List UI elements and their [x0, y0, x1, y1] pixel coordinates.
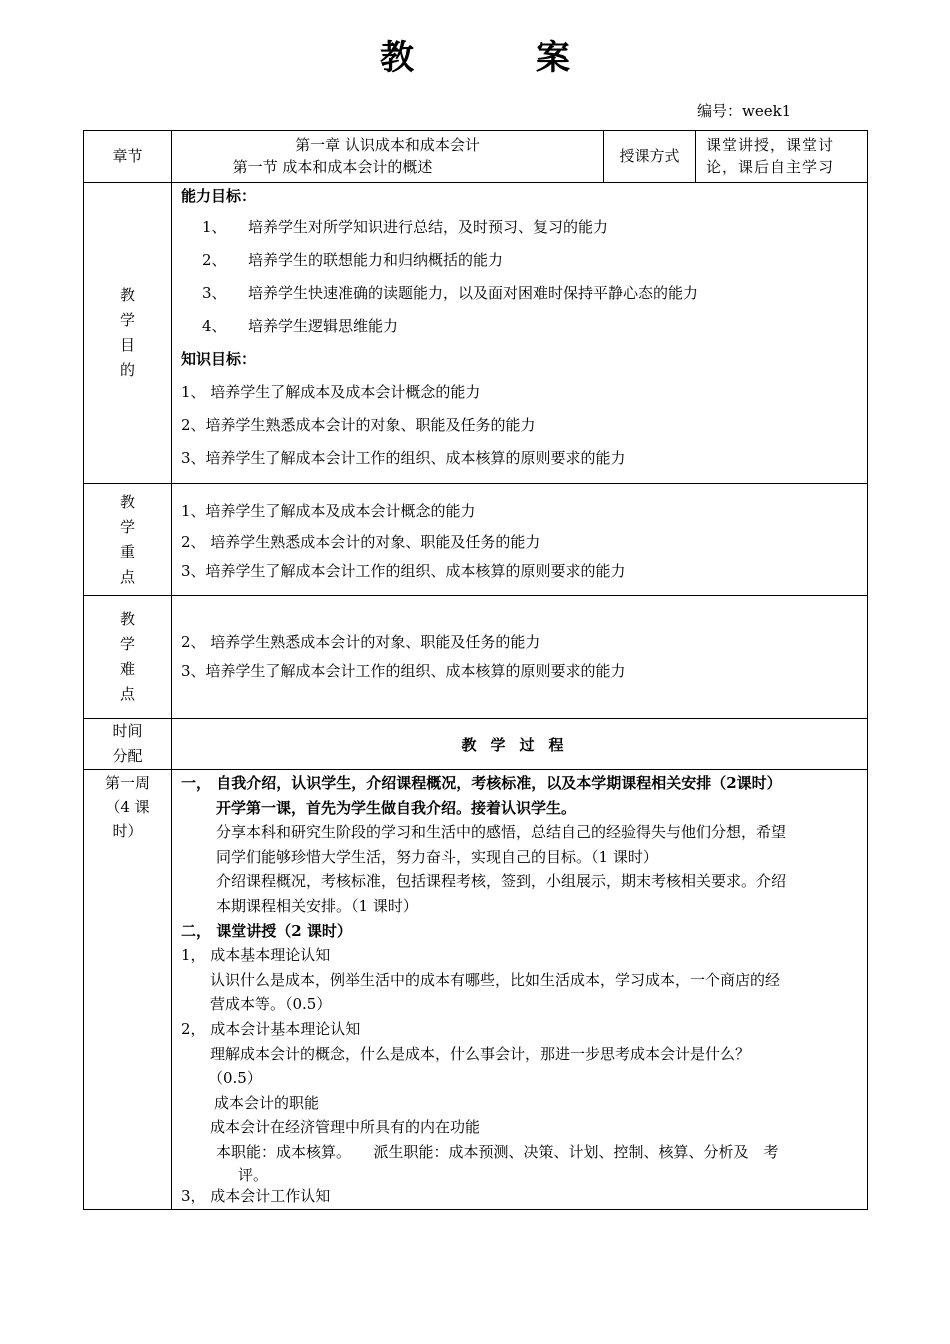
process-line: 同学们能够珍惜大学生活，努力奋斗，实现自己的目标。（1 课时）	[216, 847, 658, 866]
difficulties-content	[172, 596, 868, 719]
process-line: 1， 成本基本理论认知	[181, 946, 331, 965]
label-char: 学	[119, 517, 135, 536]
process-line: 评。	[238, 1165, 269, 1184]
key-point-item: 2、 培养学生熟悉成本会计的对象、职能及任务的能力	[181, 533, 541, 551]
process-line: 3， 成本会计工作认知	[181, 1186, 331, 1205]
difficulties-label	[84, 596, 172, 719]
item-text: 培养学生对所学知识进行总结，及时预习、复习的能力	[248, 218, 609, 236]
document-number: 编号：week1	[697, 102, 792, 120]
item-number: 3、	[202, 284, 227, 302]
ability-item	[172, 244, 867, 277]
process-line: 成本会计在经济管理中所具有的内在功能	[210, 1118, 481, 1137]
item-text: 培养学生逻辑思维能力	[248, 317, 399, 335]
label-char: 教	[119, 492, 135, 511]
process-line: 理解成本会计的概念，什么是成本，什么事会计，那进一步思考成本会计是什么？	[210, 1044, 751, 1063]
ability-item	[172, 211, 867, 244]
objectives-label	[84, 183, 172, 484]
section-heading: 一， 自我介绍，认识学生，介绍课程概况，考核标准，以及本学期课程相关安排（2课时）	[181, 774, 782, 792]
key-point-item: 1、培养学生了解成本及成本会计概念的能力	[181, 502, 476, 520]
label-char: 点	[119, 567, 135, 586]
chapter-title: 第一章 认识成本和成本会计	[295, 136, 480, 154]
knowledge-item: 3、培养学生了解成本会计工作的组织、成本核算的原则要求的能力	[181, 449, 626, 467]
label-char: 重	[119, 542, 135, 561]
time-label-line: 时间	[112, 722, 143, 740]
process-line: 本职能：成本核算。 派生职能：成本预测、决策、计划、控制、核算、分析及 考	[216, 1142, 779, 1161]
objectives-content	[172, 183, 868, 484]
process-line: 成本会计的职能	[214, 1093, 320, 1112]
process-line: 分享本科和研究生阶段的学习和生活中的感悟，总结自己的经验得失与他们分想，希望	[216, 823, 787, 842]
process-line: 本期课程相关安排。（1 课时）	[216, 896, 418, 915]
time-label-line: 分配	[112, 747, 143, 765]
week-label-line: 时）	[112, 822, 143, 840]
item-text: 培养学生快速准确的读题能力，以及面对困难时保持平静心态的能力	[248, 284, 699, 302]
method-line-2: 论，课后自主学习	[706, 158, 835, 176]
section-title: 第一节 成本和成本会计的概述	[232, 158, 433, 176]
knowledge-title: 知识目标：	[181, 350, 257, 368]
method-cell	[696, 131, 868, 183]
lesson-plan-table	[83, 130, 868, 1210]
key-points-label	[84, 484, 172, 596]
label-char: 点	[119, 685, 135, 703]
item-number: 2、	[202, 251, 227, 269]
item-number: 1、	[202, 218, 227, 236]
label-char: 学	[119, 635, 135, 653]
objectives-row	[84, 183, 868, 484]
label-char: 教	[119, 610, 135, 628]
ability-item	[172, 277, 867, 310]
method-label: 授课方式	[604, 131, 696, 183]
process-line: 介绍课程概况，考核标准，包括课程考核，签到，小组展示，期末考核相关要求。介绍	[216, 872, 787, 891]
process-line: 营成本等。（0.5）	[210, 995, 332, 1014]
knowledge-item: 2、培养学生熟悉成本会计的对象、职能及任务的能力	[181, 416, 536, 434]
method-line-1: 课堂讲授，课堂讨	[706, 136, 835, 154]
week1-row	[84, 770, 868, 1210]
key-points-row	[84, 484, 868, 596]
section-heading: 二， 课堂讲授（2 课时）	[181, 921, 352, 940]
ability-title: 能力目标：	[181, 187, 257, 205]
item-number: 4、	[202, 317, 227, 335]
process-header-row	[84, 719, 868, 770]
chapter-row	[84, 131, 868, 183]
week1-content	[172, 770, 868, 1210]
week-label-line: （4 课	[105, 798, 150, 816]
ability-item	[172, 310, 867, 343]
difficulty-item: 3、培养学生了解成本会计工作的组织、成本核算的原则要求的能力	[181, 662, 626, 680]
time-allocation-label	[84, 719, 172, 770]
document-title: 教 案	[380, 38, 614, 78]
process-title: 教学过程	[172, 719, 868, 770]
difficulty-item: 2、 培养学生熟悉成本会计的对象、职能及任务的能力	[181, 633, 541, 651]
key-points-content	[172, 484, 868, 596]
label-char: 教	[119, 286, 135, 304]
process-line: 2， 成本会计基本理论认知	[181, 1019, 361, 1038]
item-text: 培养学生的联想能力和归纳概括的能力	[248, 251, 504, 269]
process-line: （0.5）	[208, 1069, 262, 1088]
label-char: 目	[119, 336, 135, 354]
knowledge-item: 1、 培养学生了解成本及成本会计概念的能力	[181, 383, 481, 401]
label-char: 难	[119, 660, 135, 678]
chapter-label: 章节	[84, 131, 172, 183]
chapter-cell	[172, 131, 604, 183]
process-line: 认识什么是成本，例举生活中的成本有哪些，比如生活成本，学习成本，一个商店的经	[210, 970, 781, 989]
week1-label	[84, 770, 172, 1210]
week-label-line: 第一周	[104, 774, 150, 792]
label-char: 学	[119, 311, 135, 329]
key-point-item: 3、培养学生了解成本会计工作的组织、成本核算的原则要求的能力	[181, 562, 626, 580]
difficulties-row	[84, 596, 868, 719]
process-line: 开学第一课，首先为学生做自我介绍。接着认识学生。	[216, 798, 577, 817]
label-char: 的	[119, 361, 135, 379]
